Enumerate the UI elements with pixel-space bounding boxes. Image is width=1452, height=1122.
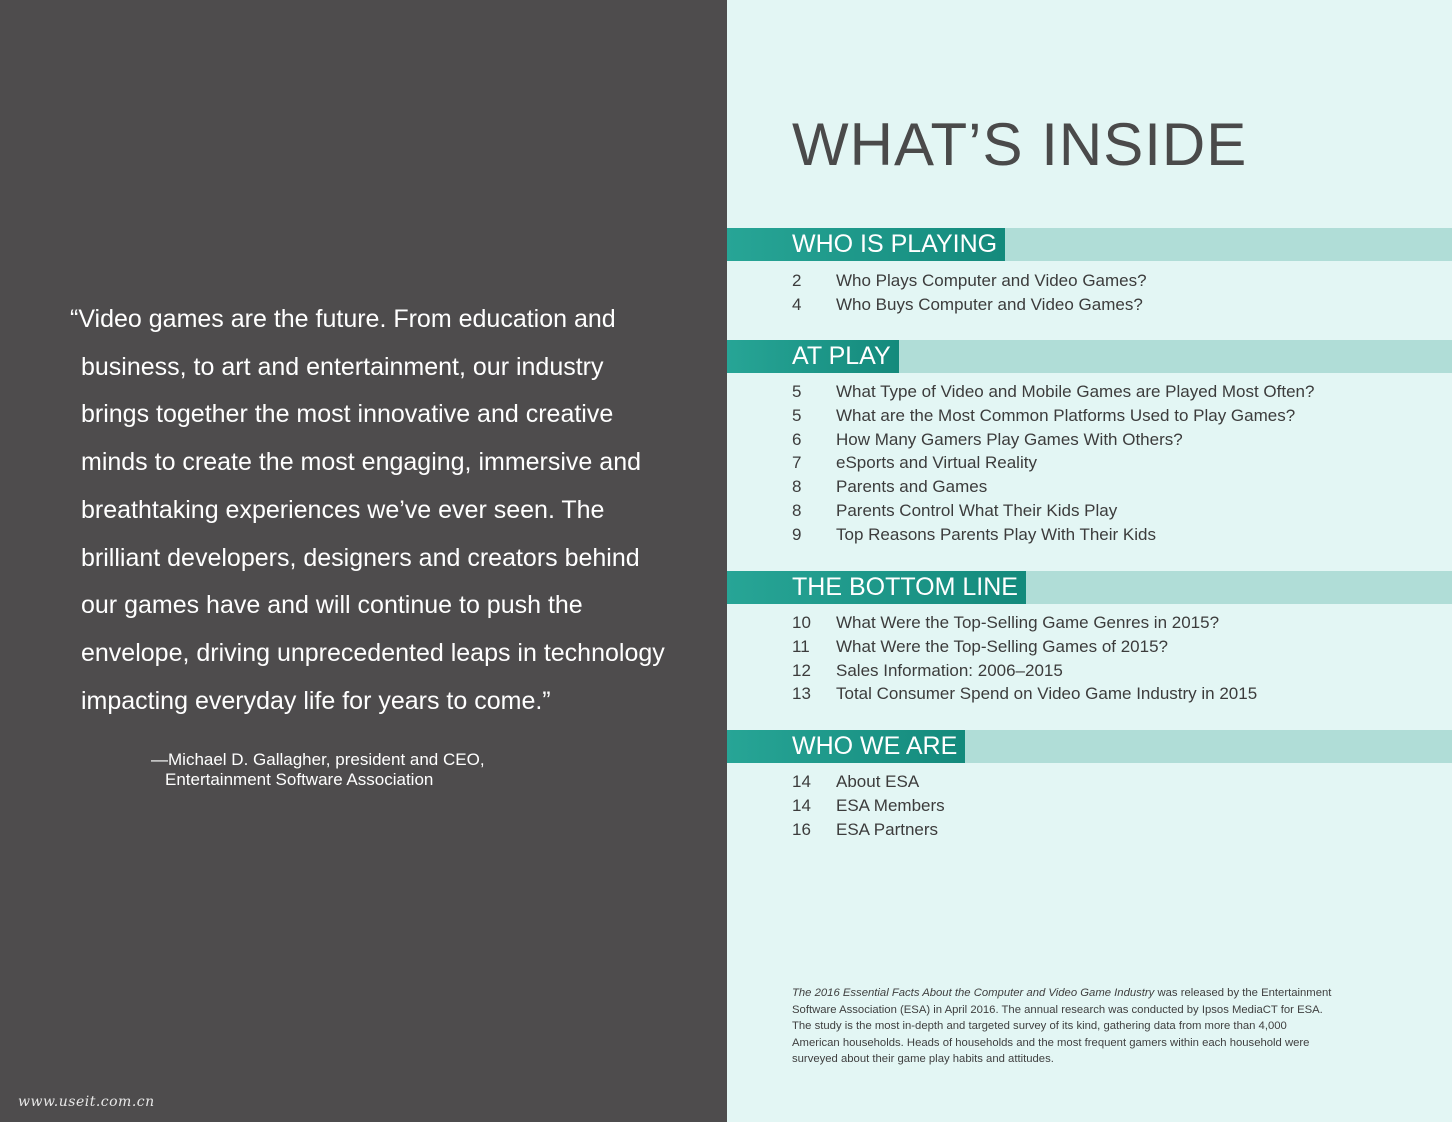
- table-of-contents-panel: [727, 0, 1452, 1122]
- attribution-line: Entertainment Software Association: [165, 770, 434, 789]
- section-band-the-bottom-line: [727, 571, 1452, 604]
- toc-list-the-bottom-line: [792, 611, 1432, 706]
- toc-page-number: 14: [792, 772, 811, 791]
- quote-attribution: [151, 750, 485, 790]
- footnote-line: The study is the most in-depth and targeted survey of its kind, gathering data from more than 4,000: [792, 1020, 1287, 1033]
- toc-entry[interactable]: [792, 659, 1432, 683]
- toc-entry[interactable]: [792, 293, 1432, 317]
- footnote-line: [792, 985, 1392, 1002]
- toc-entry-title: What Type of Video and Mobile Games are Played Most Often?: [836, 382, 1315, 401]
- toc-entry[interactable]: [792, 635, 1432, 659]
- quote-line: brilliant developers, designers and creators behind: [81, 543, 640, 572]
- toc-page-number: 8: [792, 500, 802, 520]
- toc-entry-title: What Were the Top-Selling Game Genres in 2015?: [836, 613, 1220, 632]
- quote-line: business, to art and entertainment, our industry: [81, 352, 604, 381]
- toc-page-number: 5: [792, 382, 802, 401]
- toc-entry[interactable]: [792, 682, 1432, 706]
- toc-entry-title: Sales Information: 2006–2015: [836, 660, 1063, 680]
- toc-entry[interactable]: [792, 269, 1432, 293]
- footnote-line: American households. Heads of households and the most frequent gamers within each household were: [792, 1036, 1310, 1049]
- quote-line: impacting everyday life for years to come.”: [81, 686, 551, 715]
- section-band-who-we-are: [727, 730, 1452, 763]
- toc-page-number: 7: [792, 453, 802, 473]
- toc-entry-title: ESA Partners: [836, 819, 939, 839]
- toc-entry-title: Who Buys Computer and Video Games?: [836, 294, 1143, 314]
- toc-entry[interactable]: [792, 818, 1432, 842]
- toc-entry-title: eSports and Virtual Reality: [836, 453, 1037, 473]
- toc-page-number: 12: [792, 660, 811, 680]
- section-band-at-play: [727, 340, 1452, 373]
- toc-page-number: 11: [792, 636, 810, 656]
- toc-page-number: 5: [792, 405, 802, 425]
- toc-entry-title: Who Plays Computer and Video Games?: [836, 271, 1147, 290]
- toc-entry-title: What are the Most Common Platforms Used to Play Games?: [836, 405, 1296, 425]
- toc-entry-title: About ESA: [836, 772, 920, 791]
- report-title: The 2016 Essential Facts About the Computer and Video Game Industry: [792, 987, 1155, 999]
- pull-quote: [70, 296, 670, 725]
- toc-entry[interactable]: [792, 451, 1432, 475]
- toc-list-who-is-playing: [792, 269, 1432, 317]
- toc-page-number: 13: [792, 684, 811, 704]
- watermark: www.useit.com.cn: [18, 1094, 155, 1110]
- toc-entry-title: Parents Control What Their Kids Play: [836, 500, 1118, 520]
- toc-entry[interactable]: [792, 611, 1432, 635]
- toc-list-who-we-are: [792, 770, 1432, 841]
- footnote-line: Software Association (ESA) in April 2016. The annual research was conducted by Ipsos MediaCT for ESA.: [792, 1003, 1323, 1016]
- toc-page-number: 2: [792, 271, 802, 290]
- footnote: [792, 985, 1392, 1068]
- toc-page-number: 14: [792, 795, 811, 815]
- toc-entry[interactable]: [792, 428, 1432, 452]
- quote-line: envelope, driving unprecedented leaps in technology: [81, 638, 665, 667]
- section-band-who-is-playing: [727, 228, 1452, 261]
- toc-page-number: 10: [792, 613, 811, 632]
- section-heading: AT PLAY: [727, 340, 899, 373]
- toc-page-number: 4: [792, 294, 802, 314]
- quote-line: brings together the most innovative and creative: [81, 400, 614, 429]
- section-heading: WHO WE ARE: [727, 730, 965, 763]
- toc-page-number: 16: [792, 819, 811, 839]
- toc-entry-title: ESA Members: [836, 795, 945, 815]
- toc-entry-title: Total Consumer Spend on Video Game Industry in 2015: [836, 684, 1258, 704]
- toc-entry[interactable]: [792, 380, 1432, 404]
- toc-entry[interactable]: [792, 499, 1432, 523]
- section-heading: WHO IS PLAYING: [727, 228, 1005, 261]
- quote-line: “Video games are the future. From education and: [70, 305, 616, 333]
- toc-entry-title: Top Reasons Parents Play With Their Kids: [836, 524, 1156, 544]
- toc-entry[interactable]: [792, 794, 1432, 818]
- quote-line: our games have and will continue to push the: [81, 591, 583, 620]
- toc-page-number: 8: [792, 477, 802, 497]
- quote-line: breathtaking experiences we’ve ever seen. The: [81, 495, 605, 524]
- toc-page-number: 9: [792, 524, 802, 544]
- toc-list-at-play: [792, 380, 1432, 547]
- page-title: WHAT’S INSIDE: [792, 111, 1248, 178]
- toc-entry[interactable]: [792, 475, 1432, 499]
- toc-entry[interactable]: [792, 404, 1432, 428]
- attribution-line: —Michael D. Gallagher, president and CEO,: [151, 750, 485, 769]
- toc-entry[interactable]: [792, 523, 1432, 547]
- toc-page-number: 6: [792, 429, 802, 449]
- toc-entry-title: What Were the Top-Selling Games of 2015?: [836, 636, 1168, 656]
- section-heading: THE BOTTOM LINE: [727, 571, 1026, 604]
- toc-entry[interactable]: [792, 770, 1432, 794]
- quote-line: minds to create the most engaging, immersive and: [81, 448, 641, 477]
- footnote-text: was released by the Entertainment: [1154, 987, 1332, 999]
- toc-entry-title: Parents and Games: [836, 477, 988, 497]
- toc-entry-title: How Many Gamers Play Games With Others?: [836, 429, 1183, 449]
- footnote-line: surveyed about their game play habits and attitudes.: [792, 1053, 1054, 1066]
